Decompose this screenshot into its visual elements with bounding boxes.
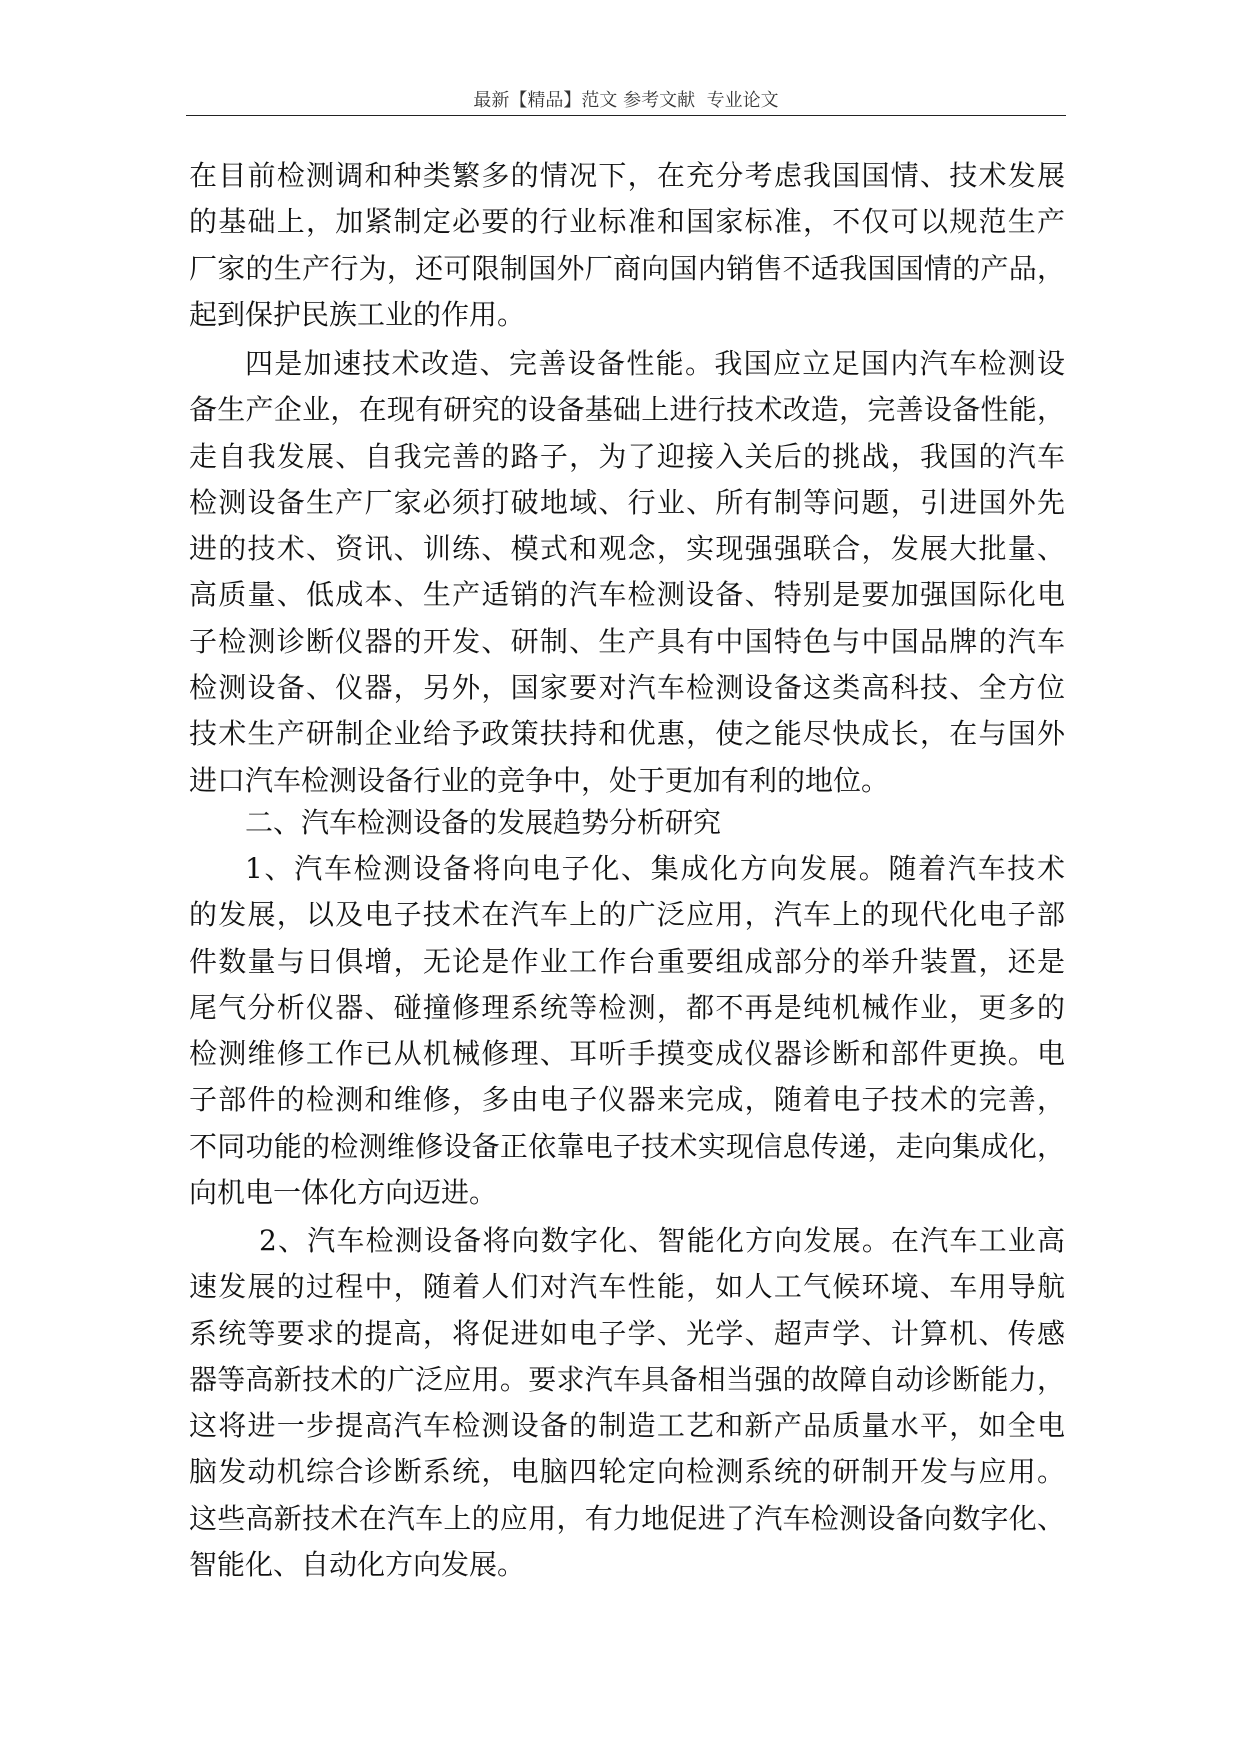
paragraph-line: 的基础上，加紧制定必要的行业标准和国家标准，不仅可以规范生产 <box>189 205 1065 239</box>
paragraph-2 <box>189 341 1065 804</box>
paragraph-4 <box>189 1218 1065 1588</box>
paragraph-line: 检测设备生产厂家必须打破地域、行业、所有制等问题，引进国外先 <box>189 485 1065 519</box>
paragraph-line: 走自我发展、自我完善的路子，为了迎接入关后的挑战，我国的汽车 <box>189 439 1065 473</box>
paragraph-line: 进口汽车检测设备行业的竞争中，处于更加有利的地位。 <box>189 763 890 797</box>
paragraph-line: 的发展，以及电子技术在汽车上的广泛应用，汽车上的现代化电子部 <box>189 898 1065 932</box>
paragraph-line: 系统等要求的提高，将促进如电子学、光学、超声学、计算机、传感 <box>189 1316 1065 1350</box>
paragraph-line: 技术生产研制企业给予政策扶持和优惠，使之能尽快成长，在与国外 <box>189 717 1065 751</box>
paragraph-line: 尾气分析仪器、碰撞修理系统等检测，都不再是纯机械作业，更多的 <box>189 990 1065 1024</box>
paragraph-3 <box>189 846 1065 1216</box>
paragraph-line: 速发展的过程中，随着人们对汽车性能，如人工气候环境、车用导航 <box>189 1270 1065 1304</box>
paragraph-line: 检测维修工作已从机械修理、耳听手摸变成仪器诊断和部件更换。电 <box>189 1037 1065 1071</box>
paragraph-line: 这将进一步提高汽车检测设备的制造工艺和新产品质量水平，如全电 <box>189 1409 1065 1443</box>
paragraph-line: 起到保护民族工业的作用。 <box>189 297 526 331</box>
paragraph-line: 脑发动机综合诊断系统，电脑四轮定向检测系统的研制开发与应用。 <box>189 1455 1065 1489</box>
paragraph-1 <box>189 153 1065 338</box>
paragraph-line: 进的技术、资讯、训练、模式和观念，实现强强联合，发展大批量、 <box>189 532 1065 566</box>
page-header: 最新【精品】范文 参考文献 专业论文 <box>473 90 779 111</box>
section-heading <box>189 800 1065 846</box>
paragraph-line: 子部件的检测和维修，多由电子仪器来完成，随着电子技术的完善， <box>189 1083 1065 1117</box>
paragraph-line: 检测设备、仪器，另外，国家要对汽车检测设备这类高科技、全方位 <box>189 671 1065 705</box>
paragraph-line: 子检测诊断仪器的开发、研制、生产具有中国特色与中国品牌的汽车 <box>189 624 1065 658</box>
paragraph-line: 不同功能的检测维修设备正依靠电子技术实现信息传递，走向集成化， <box>189 1129 1065 1163</box>
paragraph-line: 四是加速技术改造、完善设备性能。我国应立足国内汽车检测设 <box>245 347 1065 380</box>
paragraph-line: 厂家的生产行为，还可限制国外厂商向国内销售不适我国国情的产品， <box>189 251 1065 285</box>
paragraph-line: 件数量与日俱增，无论是作业工作台重要组成部分的举升装置，还是 <box>189 944 1065 978</box>
paragraph-line: 器等高新技术的广泛应用。要求汽车具备相当强的故障自动诊断能力， <box>189 1362 1065 1396</box>
section-heading-text: 二、汽车检测设备的发展趋势分析研究 <box>245 806 722 839</box>
paragraph-line: 高质量、低成本、生产适销的汽车检测设备、特别是要加强国际化电 <box>189 578 1065 612</box>
paragraph-line: 智能化、自动化方向发展。 <box>189 1548 526 1582</box>
paragraph-line: 1、汽车检测设备将向电子化、集成化方向发展。随着汽车技术 <box>245 852 1065 885</box>
paragraph-line: 这些高新技术在汽车上的应用，有力地促进了汽车检测设备向数字化、 <box>189 1501 1065 1535</box>
paragraph-line: 向机电一体化方向迈进。 <box>189 1176 498 1210</box>
header-rule <box>186 115 1066 116</box>
paragraph-line: 2、汽车检测设备将向数字化、智能化方向发展。在汽车工业高 <box>259 1224 1065 1257</box>
paragraph-line: 备生产企业，在现有研究的设备基础上进行技术改造，完善设备性能， <box>189 393 1065 427</box>
paragraph-line: 在目前检测调和种类繁多的情况下，在充分考虑我国国情、技术发展 <box>189 159 1065 192</box>
